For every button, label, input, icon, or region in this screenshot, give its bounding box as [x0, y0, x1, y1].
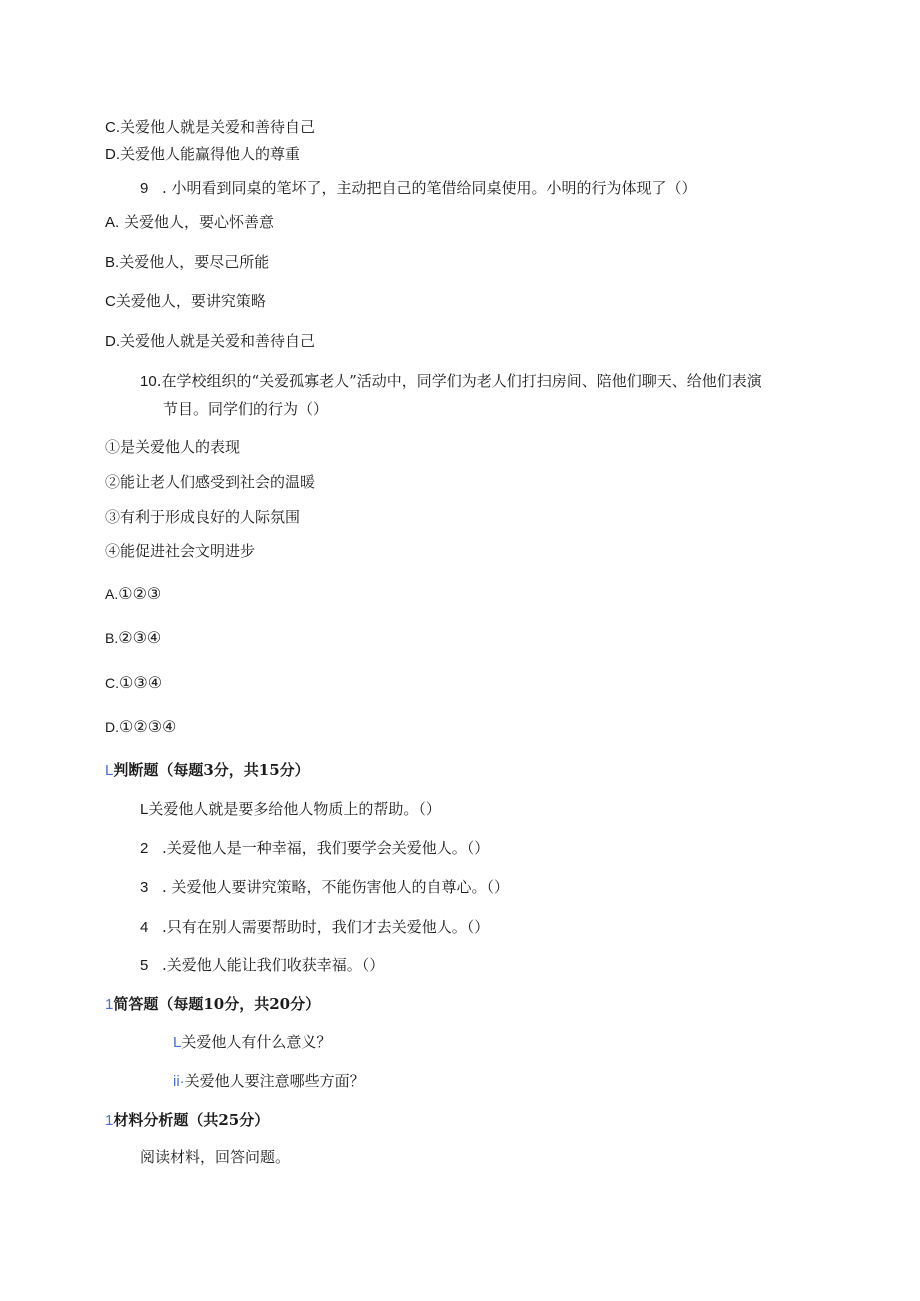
q9-stem — [140, 178, 697, 199]
short-item-2 — [173, 1071, 365, 1092]
question-text: . 小明看到同桌的笔坏了，主动把自己的笔借给同桌使用。小明的行为体现了（） — [162, 179, 697, 197]
item-text: .关爱他人是一种幸福，我们要学会关爱他人。（） — [162, 839, 490, 857]
option-letter: C. — [105, 675, 119, 691]
section-marker: L — [105, 762, 114, 779]
item-number: ii· — [173, 1073, 185, 1090]
q9-option-c — [105, 291, 266, 312]
q10-stem-line2: 节目。同学们的行为（） — [163, 400, 329, 418]
q8-option-d — [105, 144, 300, 165]
section-title: 简答题（每题10分，共20分） — [113, 995, 321, 1013]
material-intro: 阅读材料，回答问题。 — [140, 1148, 291, 1166]
section-marker: 1 — [105, 996, 114, 1013]
option-text: 关爱他人就是关爱和善待自己 — [120, 332, 316, 350]
short-item-1 — [173, 1032, 331, 1053]
option-text: 关爱他人能赢得他人的尊重 — [120, 145, 301, 163]
short-section-heading — [105, 994, 320, 1015]
option-letter: D. — [105, 719, 119, 735]
item-text: . 关爱他人要讲究策略，不能伤害他人的自尊心。（） — [162, 878, 510, 896]
item-number: 5 — [140, 957, 149, 974]
q10-option-b — [105, 628, 161, 648]
q10-option-a — [105, 584, 161, 604]
q10-statement-2: ②能让老人们感受到社会的温暖 — [105, 473, 316, 491]
item-text: 关爱他人有什么意义？ — [181, 1033, 332, 1051]
option-letter: B. — [105, 254, 120, 271]
item-text: 关爱他人要注意哪些方面？ — [184, 1072, 365, 1090]
item-number: L — [173, 1034, 182, 1051]
option-letter: C — [105, 293, 116, 310]
q10-stem-line1 — [140, 371, 762, 392]
question-number: 9 — [140, 180, 149, 197]
item-text: .只有在别人需要帮助时，我们才去关爱他人。（） — [162, 918, 490, 936]
q9-option-b — [105, 252, 269, 273]
option-letter: C. — [105, 119, 120, 136]
item-text: 关爱他人就是要多给他人物质上的帮助。（） — [148, 800, 441, 818]
option-letter: A. — [105, 586, 119, 602]
material-section-heading — [105, 1110, 269, 1131]
q10-statement-1: ①是关爱他人的表现 — [105, 438, 241, 456]
section-title: 材料分析题（共25分） — [113, 1111, 270, 1129]
option-text: ①②③④ — [119, 717, 177, 736]
option-letter: D. — [105, 146, 120, 163]
item-text: .关爱他人能让我们收获幸福。（） — [162, 956, 385, 974]
option-text: 关爱他人就是关爱和善待自己 — [120, 118, 316, 136]
option-text: 关爱他人，要尽己所能 — [119, 253, 270, 271]
judge-item-2 — [140, 838, 489, 859]
q10-option-d — [105, 717, 176, 737]
q10-option-c — [105, 673, 162, 693]
question-number: 10 — [140, 373, 157, 390]
option-letter: B. — [105, 630, 119, 646]
judge-item-1 — [140, 799, 441, 820]
option-text: 关爱他人，要讲究策略 — [115, 292, 266, 310]
option-text: ①②③ — [118, 584, 162, 603]
q8-option-c — [105, 117, 315, 138]
option-letter: D. — [105, 333, 120, 350]
judge-item-4 — [140, 917, 489, 938]
judge-item-3 — [140, 877, 509, 898]
q9-option-d — [105, 331, 315, 352]
option-text: 关爱他人，要心怀善意 — [119, 213, 274, 231]
option-text: ①③④ — [119, 673, 163, 692]
q10-statement-3: ③有利于形成良好的人际氛围 — [105, 508, 301, 526]
q10-statement-4: ④能促进社会文明进步 — [105, 542, 256, 560]
option-text: ②③④ — [118, 628, 162, 647]
judge-item-5 — [140, 955, 384, 976]
item-number: L — [140, 801, 149, 818]
q9-option-a — [105, 212, 274, 233]
item-number: 3 — [140, 879, 149, 896]
item-number: 2 — [140, 840, 149, 857]
option-letter: A. — [105, 214, 120, 231]
section-marker: 1 — [105, 1112, 114, 1129]
item-number: 4 — [140, 919, 149, 936]
judge-section-heading — [105, 760, 310, 781]
section-title: 判断题（每题3分，共15分） — [113, 761, 310, 779]
question-text: .在学校组织的“关爱孤寡老人”活动中，同学们为老人们打扫房间、陪他们聊天、给他们表演 — [156, 372, 762, 390]
